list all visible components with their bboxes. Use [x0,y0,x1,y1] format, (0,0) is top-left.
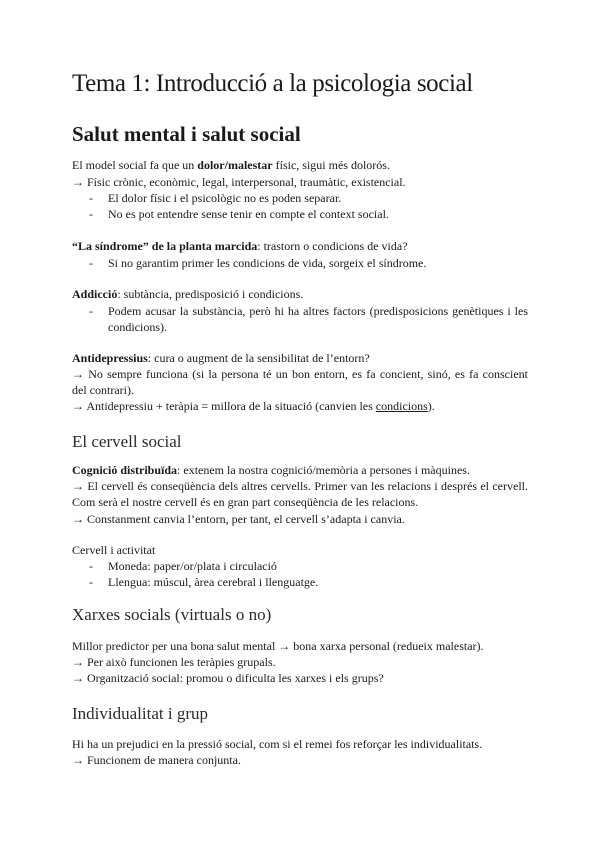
text-run: : subtància, predisposició i condicions. [117,287,304,301]
text-run: físic, sigui més dolorós. [272,158,390,172]
text-run: El model social fa que un [72,158,198,172]
list-item: Llengua: múscul, àrea cerebral i llenguatge. [108,575,319,589]
paragraph-line [72,398,435,414]
paragraph-line: → Organització social: promou o dificulta les xarxes i els grups? [72,671,384,685]
paragraph-cognicio [72,462,470,478]
paragraph-line: → Per això funcionen les teràpies grupals. [72,655,276,669]
section-heading-individualitat: Individualitat i grup [72,704,208,723]
section-heading-cervell-social: El cervell social [72,432,182,451]
text-run: : trastorn o condicions de vida? [257,239,408,253]
bold-term: dolor/malestar [197,158,273,172]
bold-term: Addicció [72,287,118,301]
document-title: Tema 1: Introducció a la psicologia social [72,70,473,97]
text-run: → Antidepressiu + teràpia = millora de la situació (canvien les [72,399,376,413]
section-heading-salut-mental: Salut mental i salut social [72,122,301,146]
paragraph-line: → No sempre funciona (si la persona té un bon entorn, es fa concient, sinó, es fa conscient [72,367,528,381]
bullet-marker: - [89,559,93,573]
list-item: Podem acusar la substància, però hi ha altres factors (predisposicions genètiques i les [108,304,528,318]
list-item: Moneda: paper/or/plata i circulació [108,559,277,573]
paragraph-line: → El cervell és conseqüència dels altres cervells. Primer van les relacions i després el cervell. [72,479,528,493]
paragraph-line: Hi ha un prejudici en la pressió social, com si el remei fos reforçar les individualitats. [72,737,483,751]
paragraph-line: → Funcionem de manera conjunta. [72,753,241,767]
subheading-cervell-activitat: Cervell i activitat [72,543,156,557]
bullet-marker: - [89,256,93,270]
paragraph-line: del contrari). [72,383,134,397]
text-run: : extenem la nostra cognició/memòria a persones i màquines. [177,463,470,477]
list-item: El dolor físic i el psicològic no es poden separar. [108,191,342,205]
bold-term: Antidepressius [72,351,148,365]
paragraph-line: → Constanment canvia l’entorn, per tant, el cervell s’adapta i canvia. [72,512,405,526]
bullet-marker: - [89,191,93,205]
bold-term: “La síndrome” de la planta marcida [72,239,258,253]
list-item: No es pot entendre sense tenir en compte el context social. [108,207,389,221]
section-heading-xarxes-socials: Xarxes socials (virtuals o no) [72,605,272,624]
paragraph-addiccio [72,286,303,302]
paragraph-antidepressius [72,350,370,366]
list-item-continuation: condicions). [108,320,167,334]
paragraph-line: Com serà el nostre cervell és en gran part conseqüència de les relacions. [72,495,419,509]
paragraph-sindrome [72,238,408,254]
list-item: Si no garantim primer les condicions de vida, sorgeix el síndrome. [108,256,427,270]
paragraph-model-social [72,157,390,173]
paragraph-line: → Físic crònic, econòmic, legal, interpersonal, traumàtic, existencial. [72,175,406,189]
text-run: ). [427,399,435,413]
bullet-marker: - [89,207,93,221]
text-run: : cura o augment de la sensibilitat de l’entorn? [147,351,370,365]
bold-term: Cognició distribuïda [72,463,178,477]
bullet-marker: - [89,575,93,589]
paragraph-line: Millor predictor per una bona salut mental → bona xarxa personal (redueix malestar). [72,639,484,653]
bullet-marker: - [89,304,93,318]
underlined-term: condicions [375,399,428,413]
